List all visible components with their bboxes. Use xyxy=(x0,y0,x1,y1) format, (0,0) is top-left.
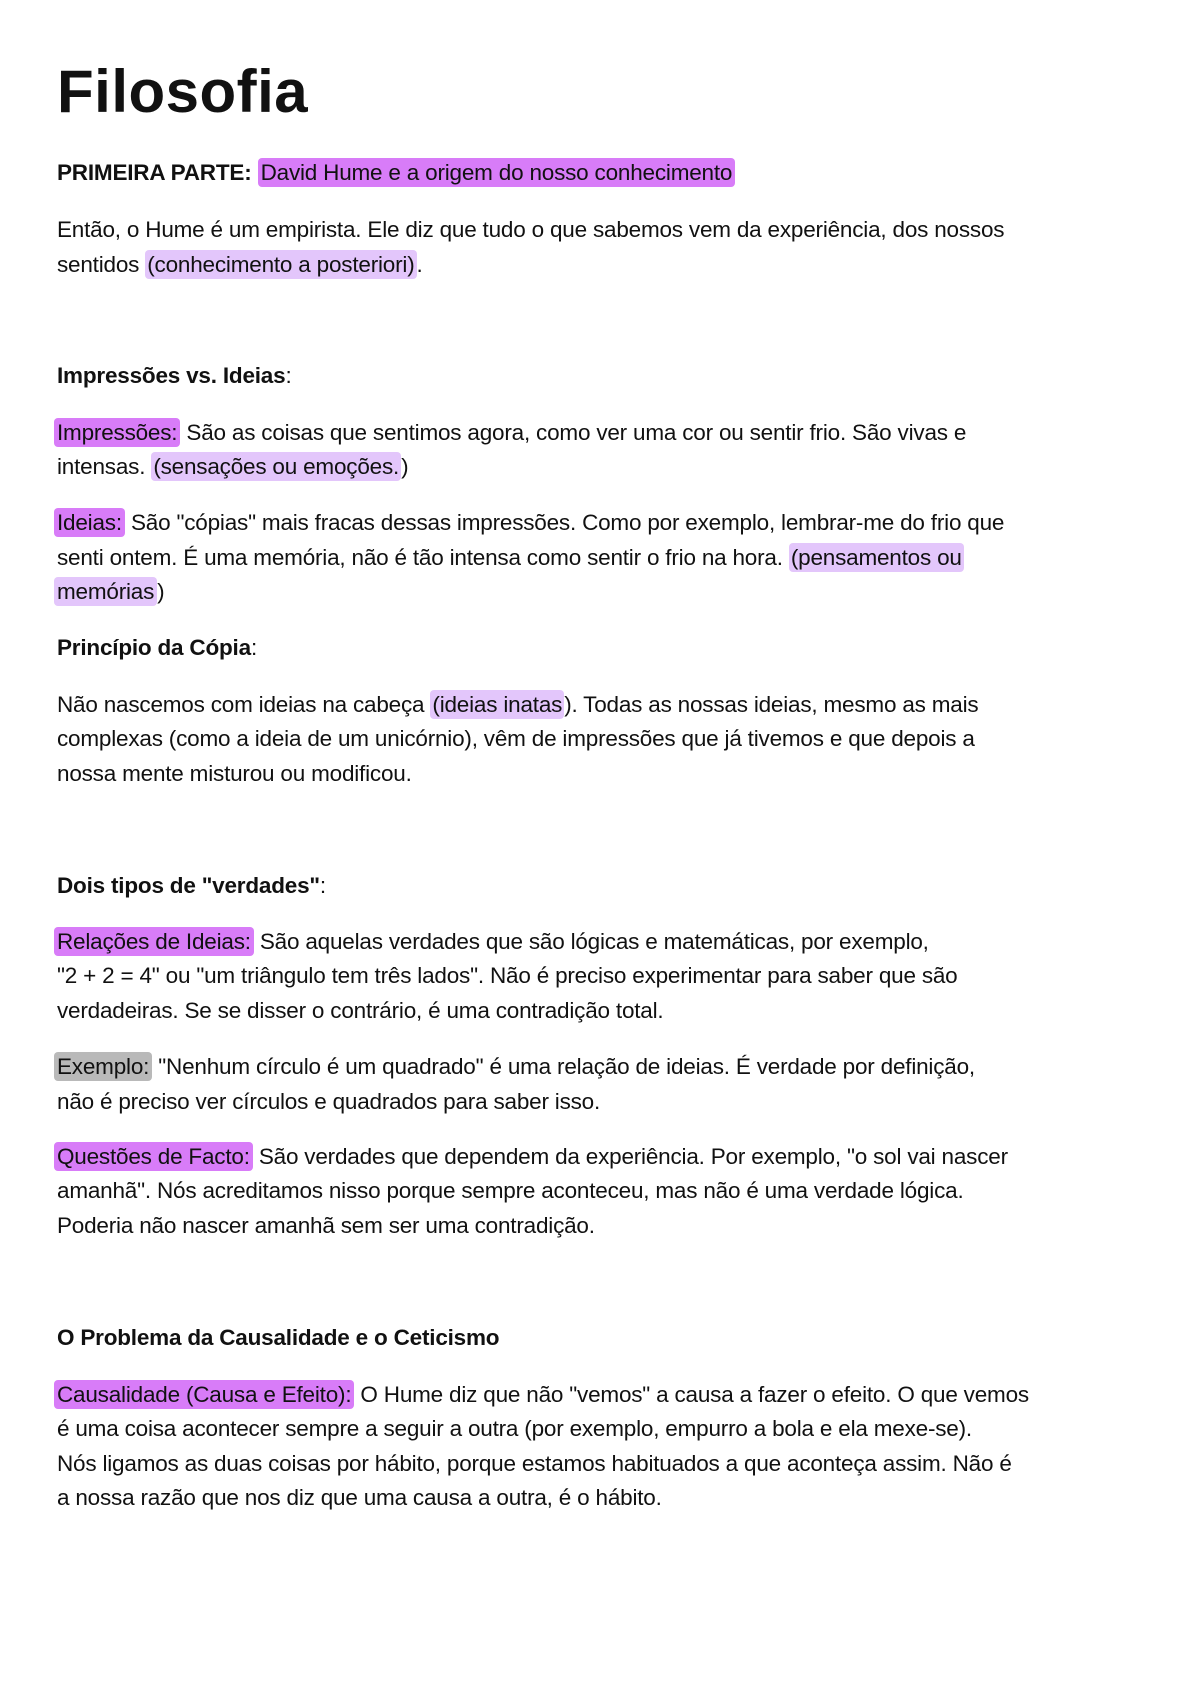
ideias-text: senti ontem. É uma memória, não é tão intensa como sentir o frio na hora. xyxy=(57,545,789,570)
questoes-line-3: Poderia não nascer amanhã sem ser uma contradição. xyxy=(57,1213,595,1238)
part-title-highlight: David Hume e a origem do nosso conhecimento xyxy=(258,158,736,187)
principio-text-cont: ). Todas as nossas ideias, mesmo as mais xyxy=(564,692,979,717)
section-heading-impressoes-ideias xyxy=(57,361,292,391)
intro-text: sentidos xyxy=(57,252,146,277)
impressoes-term-highlight: Impressões: xyxy=(54,418,180,447)
causalidade-line-4: a nossa razão que nos diz que uma causa a outra, é o hábito. xyxy=(57,1485,662,1510)
relacoes-term-highlight: Relações de Ideias: xyxy=(54,927,254,956)
causalidade-line-1 xyxy=(57,1380,1029,1410)
memorias-highlight: memórias xyxy=(54,577,157,606)
impressoes-line-1 xyxy=(57,418,966,448)
questoes-definition: São verdades que dependem da experiência. Por exemplo, "o sol vai nascer xyxy=(252,1144,1008,1169)
part-label: PRIMEIRA PARTE: xyxy=(57,160,252,185)
section-heading-principio-copia xyxy=(57,633,257,663)
ideias-punct: ) xyxy=(157,579,165,604)
intro-line-2 xyxy=(57,250,423,280)
heading-text: Dois tipos de "verdades" xyxy=(57,873,320,898)
exemplo-line-2: não é preciso ver círculos e quadrados para saber isso. xyxy=(57,1089,601,1114)
relacoes-line-1 xyxy=(57,927,929,957)
exemplo-definition: "Nenhum círculo é um quadrado" é uma relação de ideias. É verdade por definição, xyxy=(152,1054,975,1079)
ideias-line-2 xyxy=(57,543,964,573)
relacoes-line-3: verdadeiras. Se se disser o contrário, é uma contradição total. xyxy=(57,998,664,1023)
sensacoes-highlight: (sensações ou emoções. xyxy=(153,454,400,479)
ideias-term-highlight: Ideias: xyxy=(54,508,125,537)
relacoes-line-2: "2 + 2 = 4" ou "um triângulo tem três lados". Não é preciso experimentar para saber que são xyxy=(57,963,958,988)
impressoes-punct: ) xyxy=(401,454,409,479)
intro-punct: . xyxy=(416,252,423,277)
exemplo-term-highlight: Exemplo: xyxy=(54,1052,152,1081)
ideias-inatas-highlight: (ideias inatas xyxy=(432,692,563,717)
heading-text: Impressões vs. Ideias xyxy=(57,363,286,388)
questoes-term-highlight: Questões de Facto: xyxy=(54,1142,253,1171)
intro-line-1: Então, o Hume é um empirista. Ele diz que tudo o que sabemos vem da experiência, dos nossos xyxy=(57,217,1005,242)
part-heading xyxy=(57,158,735,188)
section-heading-causalidade: O Problema da Causalidade e o Ceticismo xyxy=(57,1325,500,1350)
impressoes-line-2 xyxy=(57,452,408,482)
a-posteriori-highlight: (conhecimento a posteriori) xyxy=(147,252,415,277)
causalidade-line-2: é uma coisa acontecer sempre a seguir a outra (por exemplo, empurro a bola e ela mexe-se). xyxy=(57,1416,972,1441)
heading-text: Princípio da Cópia xyxy=(57,635,251,660)
causalidade-line-3: Nós ligamos as duas coisas por hábito, porque estamos habituados a que aconteça assim. Não é xyxy=(57,1451,1012,1476)
impressoes-definition: São as coisas que sentimos agora, como ver uma cor ou sentir frio. São vivas e xyxy=(180,420,967,445)
ideias-line-3 xyxy=(57,577,164,607)
page-title: Filosofia xyxy=(57,58,309,125)
principio-text: Não nascemos com ideias na cabeça xyxy=(57,692,431,717)
section-heading-verdades xyxy=(57,871,326,901)
pensamentos-highlight: (pensamentos ou xyxy=(790,545,962,570)
principio-line-2: complexas (como a ideia de um unicórnio), vêm de impressões que já tivemos e que depois a xyxy=(57,726,975,751)
questoes-line-1 xyxy=(57,1142,1008,1172)
principio-line-3: nossa mente misturou ou modificou. xyxy=(57,761,412,786)
ideias-definition: São "cópias" mais fracas dessas impressões. Como por exemplo, lembrar-me do frio que xyxy=(124,510,1005,535)
heading-colon: : xyxy=(285,363,292,388)
relacoes-definition: São aquelas verdades que são lógicas e matemáticas, por exemplo, xyxy=(253,929,929,954)
heading-colon: : xyxy=(319,873,326,898)
causalidade-definition: O Hume diz que não "vemos" a causa a fazer o efeito. O que vemos xyxy=(354,1382,1029,1407)
questoes-line-2: amanhã". Nós acreditamos nisso porque sempre aconteceu, mas não é uma verdade lógica. xyxy=(57,1178,964,1203)
principio-line-1 xyxy=(57,690,978,720)
impressoes-text: intensas. xyxy=(57,454,152,479)
ideias-line-1 xyxy=(57,508,1004,538)
exemplo-line-1 xyxy=(57,1052,975,1082)
heading-colon: : xyxy=(250,635,257,660)
causalidade-term-highlight: Causalidade (Causa e Efeito): xyxy=(54,1380,354,1409)
